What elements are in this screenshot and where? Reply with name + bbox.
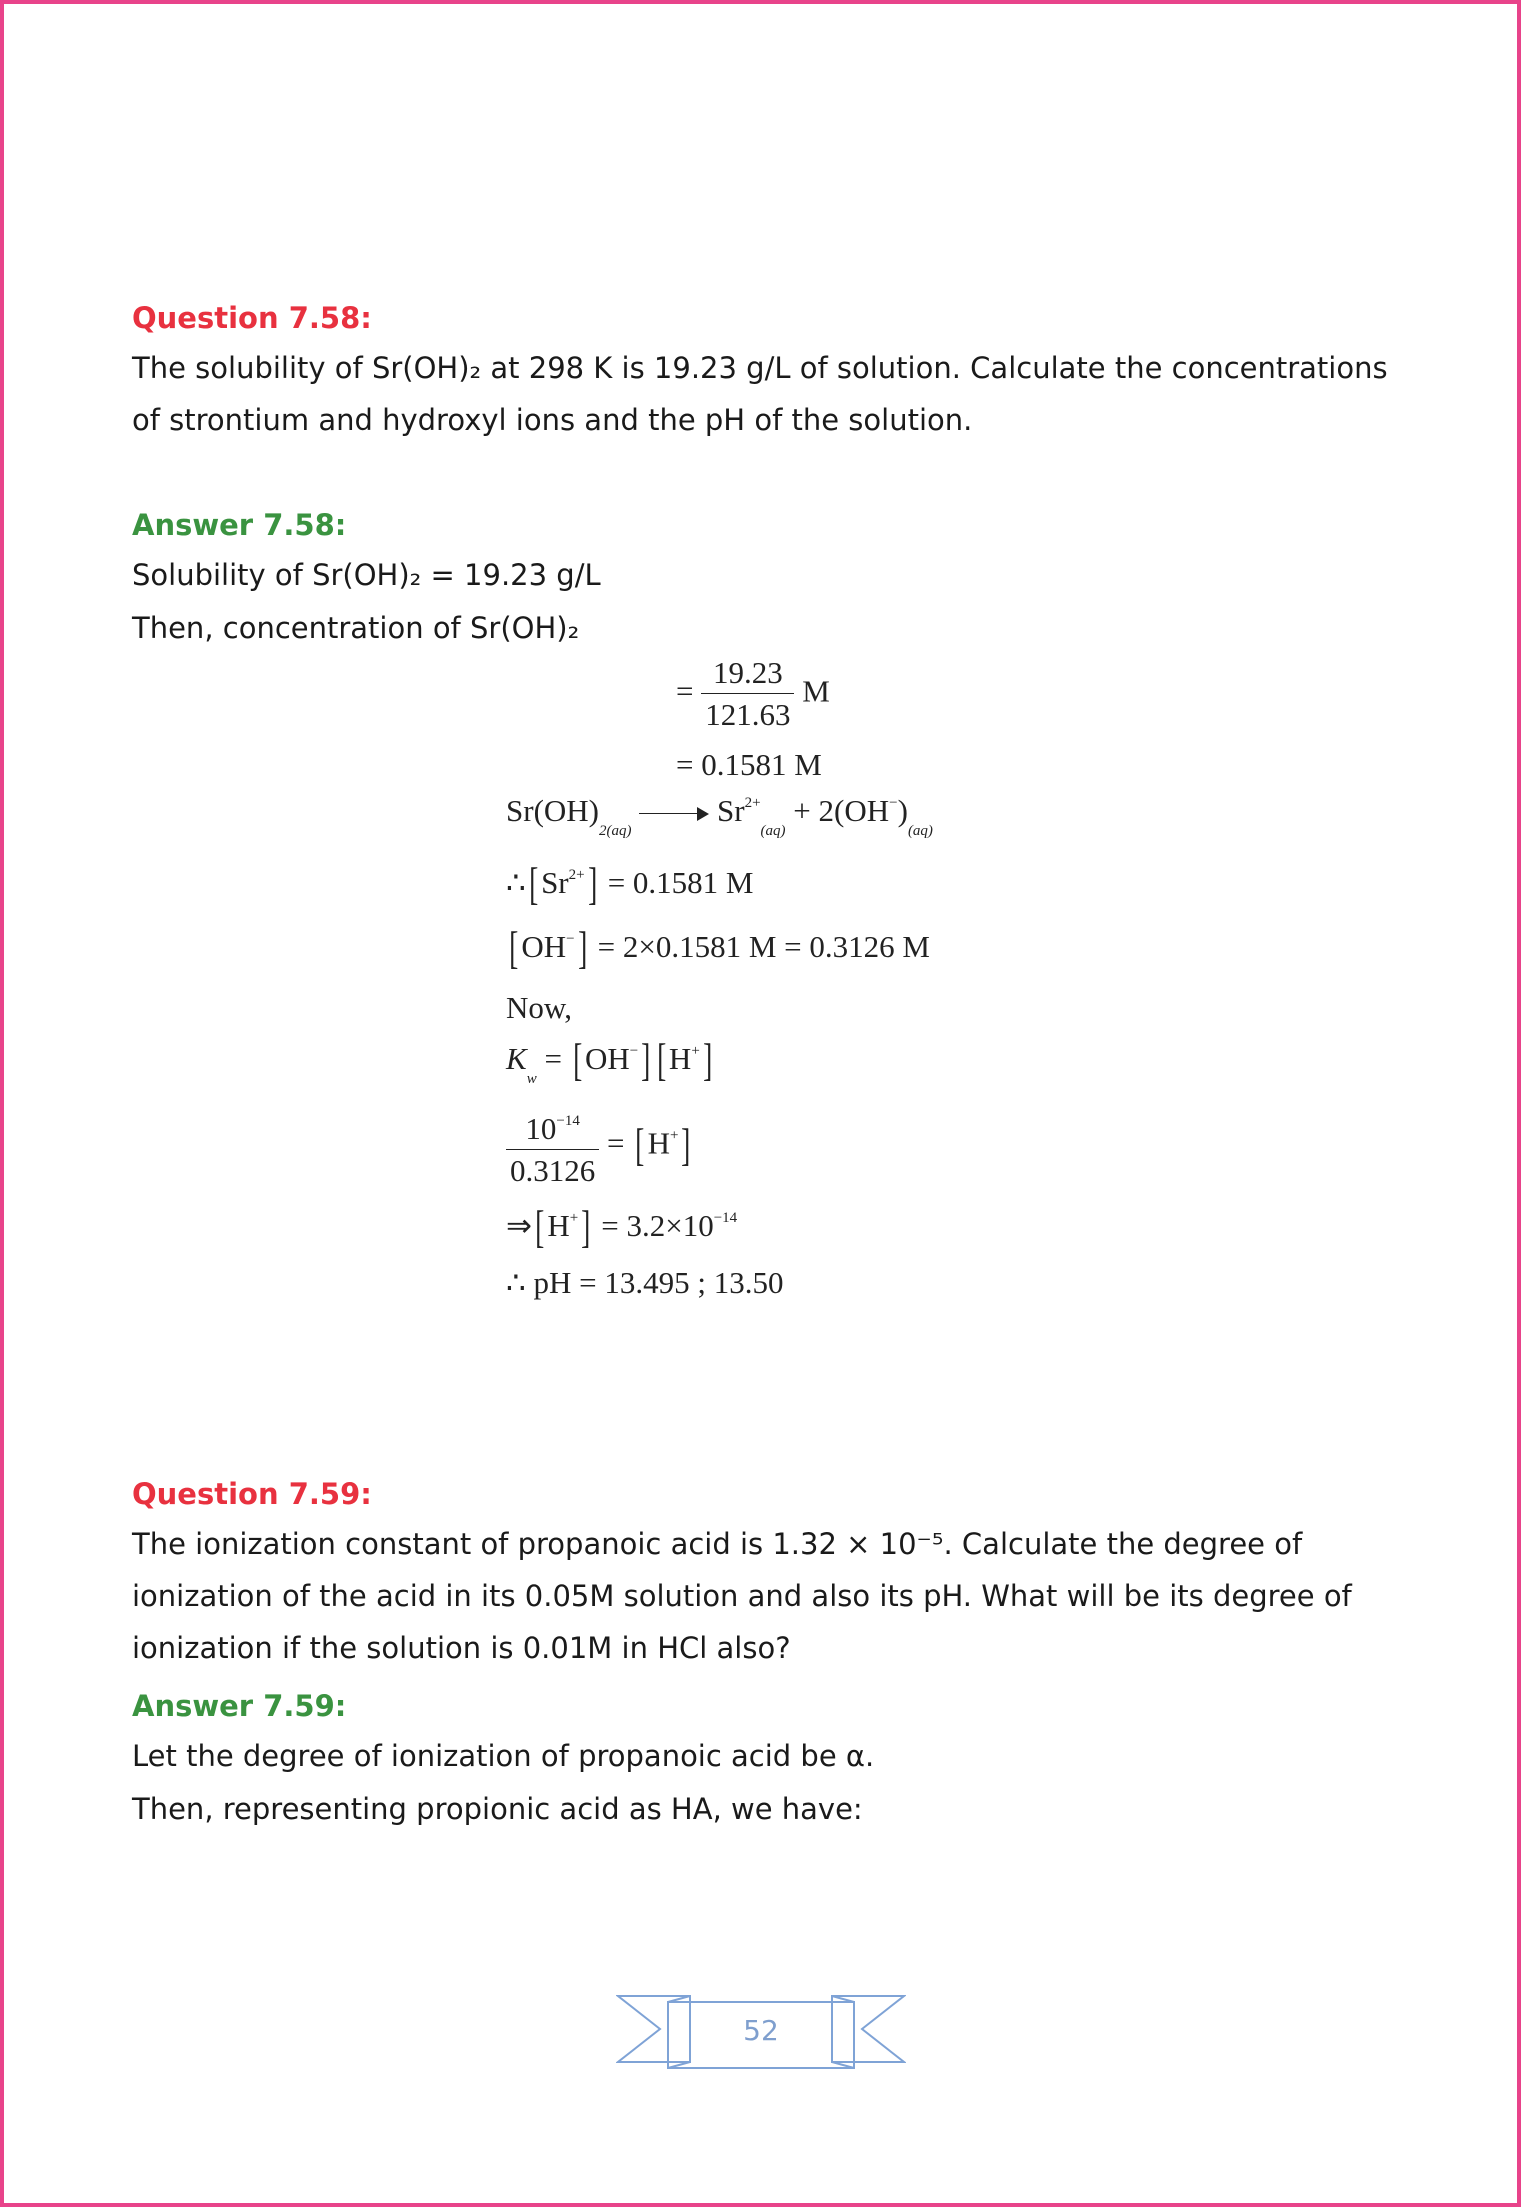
- answer-line: Let the degree of ionization of propanoic acid be α.: [132, 1739, 875, 1773]
- oh-concentration: = 2×0.1581 M = 0.3126 M: [597, 929, 930, 964]
- answer-7-59: [132, 1686, 1402, 1836]
- page-number-ribbon: [616, 1990, 906, 2072]
- fraction-numerator: 19.23: [701, 655, 794, 694]
- equation-result: = 0.1581 M: [676, 747, 822, 782]
- equation-concentration: = $\frac{19.23}{121.63}$ M: [676, 655, 830, 732]
- question-heading: Question 7.59:: [132, 1477, 372, 1511]
- page-number: 52: [743, 2014, 779, 2047]
- answer-line: Then, concentration of Sr(OH)₂: [132, 611, 580, 645]
- equation-dissociation: $Sr(OH)_{2(aq)}$ $Sr^{2+}_{(aq)} + 2(OH^-)_{(aq)}$: [506, 793, 933, 839]
- fraction-numerator: 10: [525, 1111, 557, 1146]
- equation-sr-ion: $\therefore[Sr^{2+}] = 0.1581$ M: [506, 858, 754, 909]
- fraction-denominator: 0.3126: [510, 1153, 596, 1188]
- answer-line: Then, representing propionic acid as HA, we have:: [132, 1792, 863, 1826]
- unit: M: [802, 673, 830, 709]
- equation-ph: ∴ pH = 13.495 ; 13.50: [506, 1265, 784, 1300]
- fraction: [506, 1103, 599, 1190]
- equation-now: Now,: [506, 990, 573, 1025]
- question-7-59: [132, 1474, 1402, 1674]
- question-heading: Question 7.58:: [132, 301, 372, 335]
- answer-7-58: [132, 505, 1402, 655]
- equation-h-fraction: $\frac{10^{-14}}{0.3126}$ = [H+]: [506, 1103, 694, 1190]
- sr-concentration: = 0.1581 M: [607, 865, 754, 900]
- h-concentration: = 3.2×10: [601, 1208, 714, 1243]
- fraction: [701, 655, 794, 734]
- question-7-58: [132, 298, 1402, 446]
- equation-kw: $K_w = [OH^-]$ [H+]: [506, 1034, 713, 1087]
- reaction-arrow: [639, 804, 709, 824]
- question-text: The solubility of Sr(OH)₂ at 298 K is 19.23 g/L of solution. Calculate the concentrations of strontium and hydroxyl ions and the pH of the solution.: [132, 351, 1388, 437]
- equation-h-result: ⇒[H+] = $3.2\times 10^{-14}$: [506, 1201, 738, 1252]
- answer-heading: Answer 7.59:: [132, 1689, 347, 1723]
- question-text: The ionization constant of propanoic acid is 1.32 × 10⁻⁵. Calculate the degree of ionization of the acid in its 0.05M solution and also its pH. What will be its degree of ionization if the solution is 0.01M in HCl also?: [132, 1527, 1352, 1665]
- exponent: −14: [556, 1113, 580, 1129]
- answer-line: Solubility of Sr(OH)₂ = 19.23 g/L: [132, 558, 601, 592]
- fraction-denominator: 121.63: [705, 697, 791, 732]
- equation-oh-ion: [OH−] = 2×0.1581 M = 0.3126 M: [509, 922, 930, 973]
- answer-heading: Answer 7.58:: [132, 508, 347, 542]
- exponent: −14: [713, 1210, 738, 1226]
